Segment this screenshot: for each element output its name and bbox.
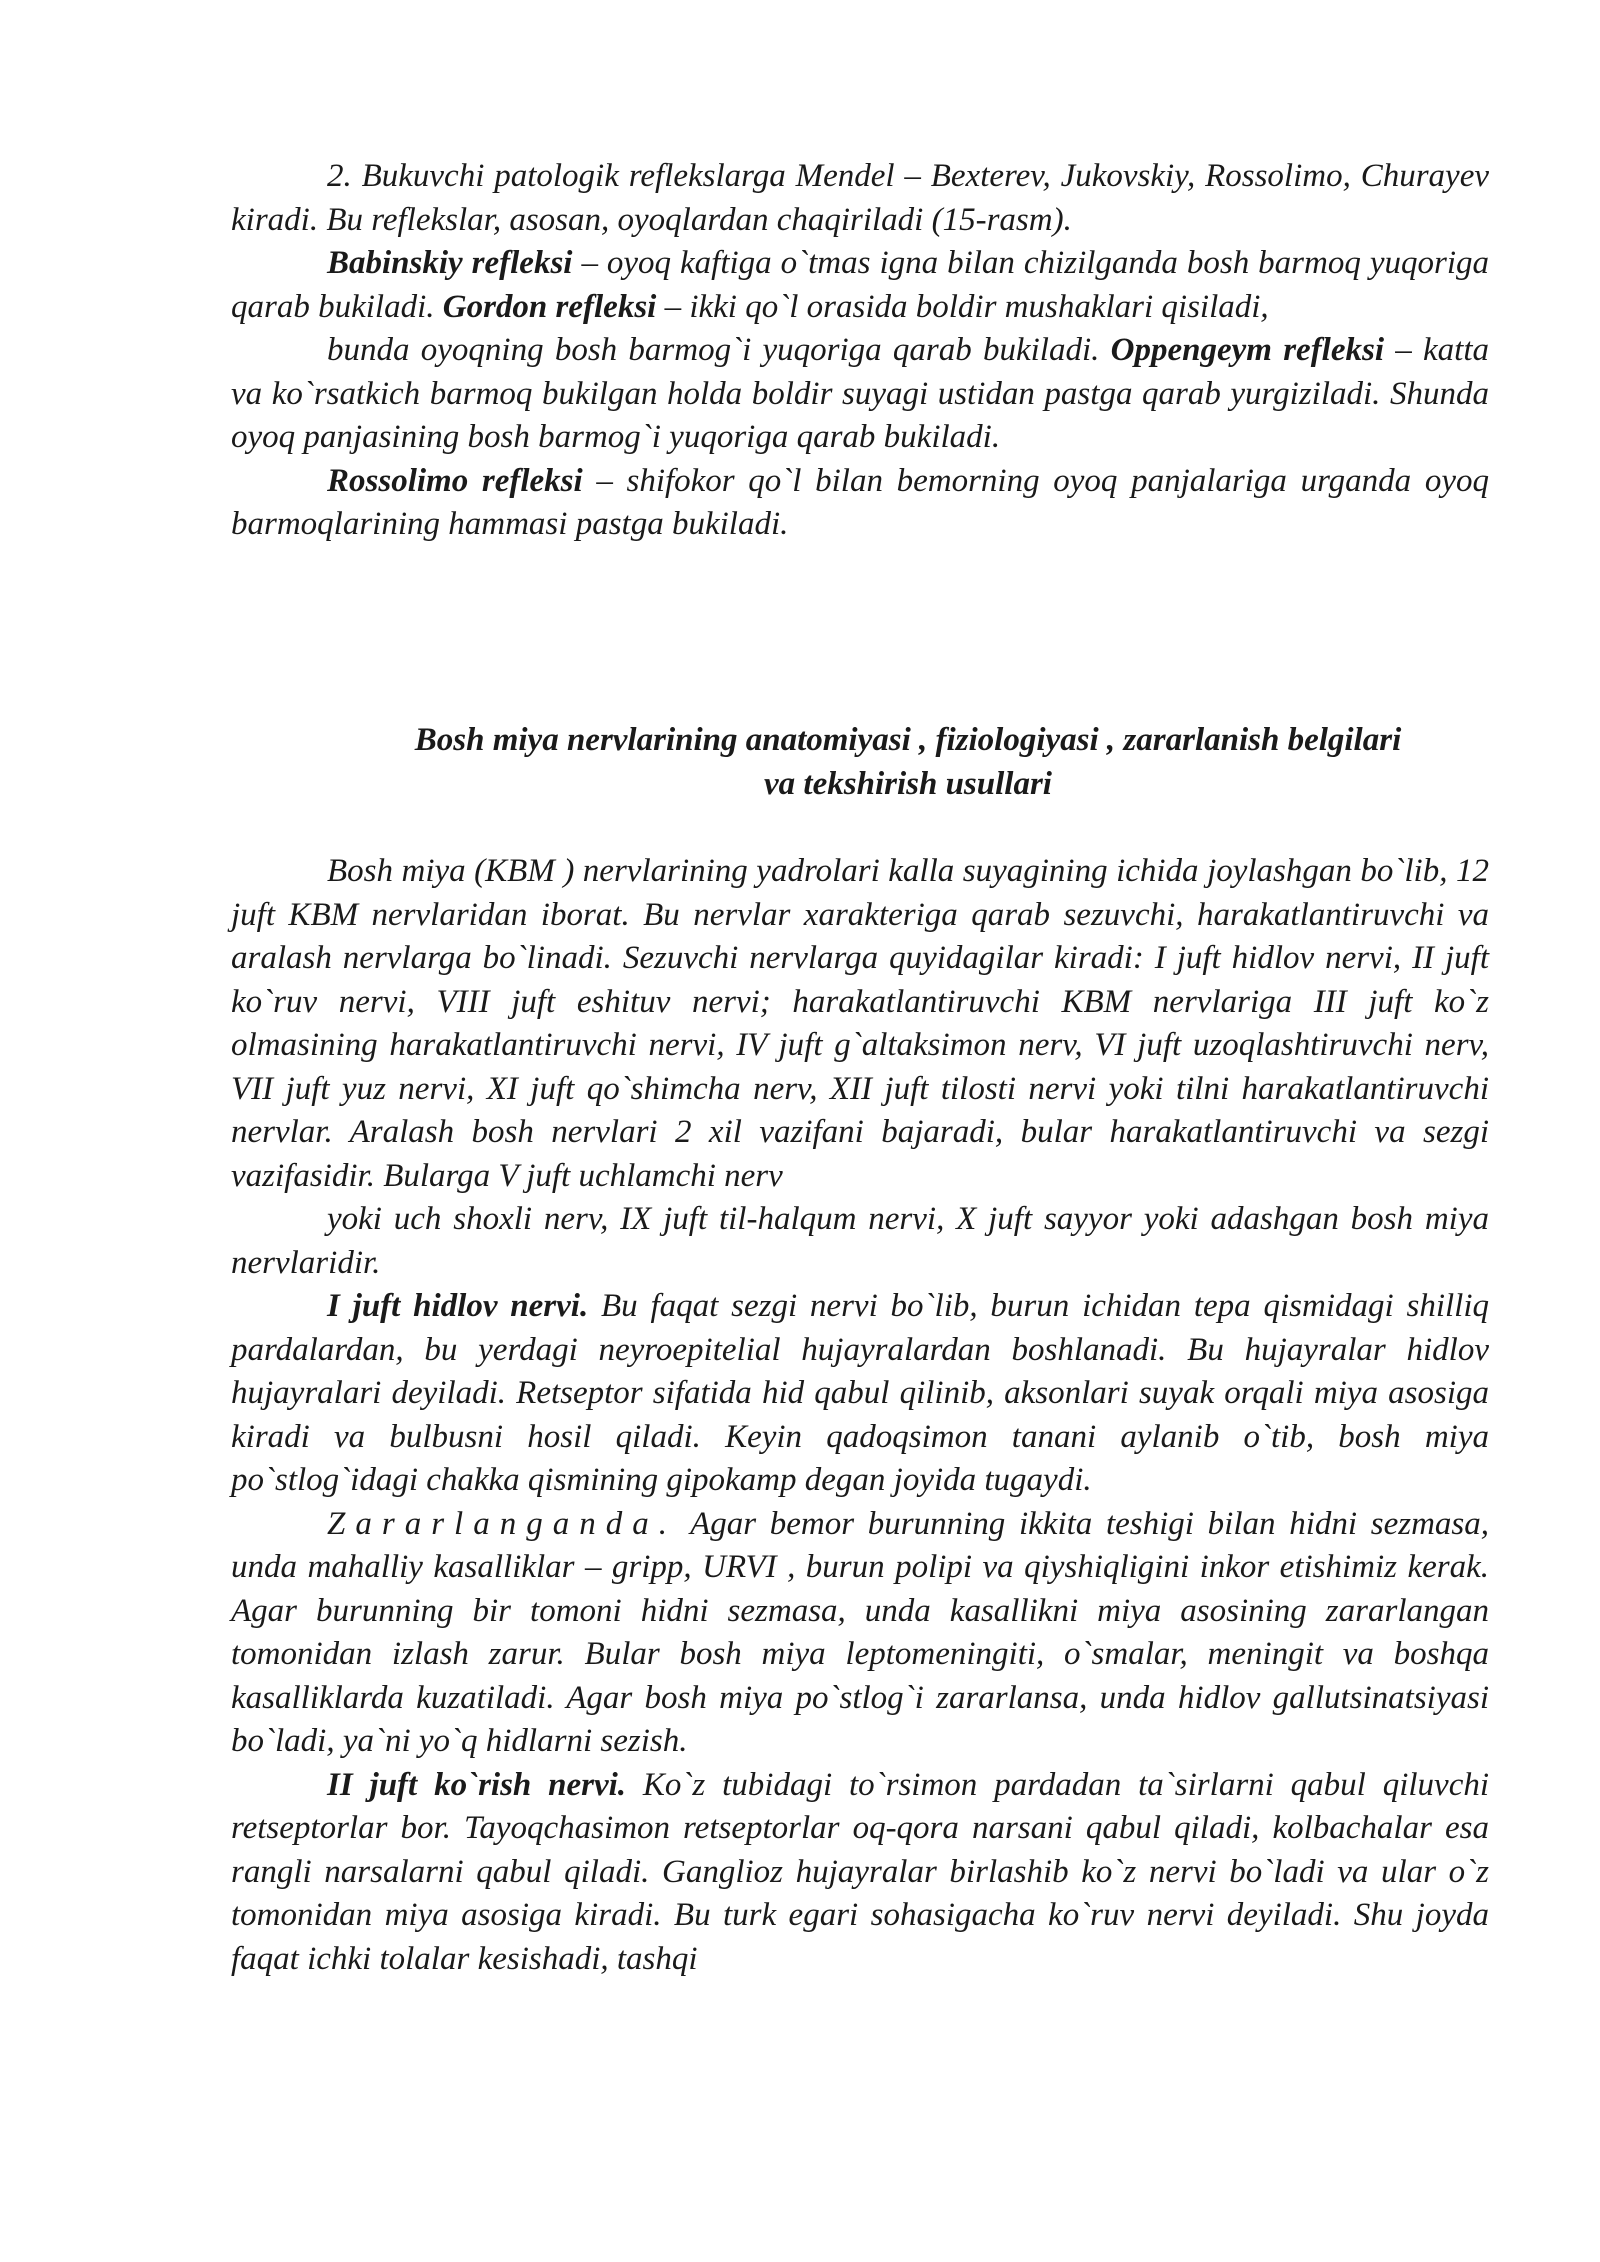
paragraph-zararlanganda (231, 1503, 1489, 1764)
paragraph-kbm-cont: yoki uch shoxli nerv, IX juft til-halqum nervi, X juft sayyor yoki adashgan bosh miya nervlaridir. (231, 1201, 1489, 1281)
section-heading (231, 718, 1489, 806)
paragraph-kbm-intro: Bosh miya (KBM ) nervlarining yadrolari kalla suyagining ichida joylashgan bo`lib, 12 juft KBM nervlaridan iborat. Bu nervlar xarakteriga qarab sezuvchi, harakatlantiruvchi va aralash nervlarga bo`linadi. Sezuvchi nervlarga quyidagilar kiradi: I juft hidlov nervi, II juft ko`ruv nervi, VIII juft eshituv nervi; harakatlantiruvchi KBM nervlariga III juft ko`z olmasining harakatlantiruvchi nervi, IV juft g`altaksimon nerv, VI juft uzoqlashtiruvchi nerv, VII juft yuz nervi, XI juft qo`shimcha nerv, XII juft tilosti nervi yoki tilni harakatlantiruvchi nervlar. Aralash bosh nervlari 2 xil vazifani bajaradi, bular harakatlantiruvchi va sezgi vazifasidir. Bularga V juft uchlamchi nerv (231, 853, 1489, 1194)
text-gordon-cont: bunda oyoqning bosh barmog`i yuqoriga qarab bukiladi. (327, 332, 1111, 368)
term-hidlov-nerv: I juft hidlov nervi. (327, 1288, 589, 1324)
term-rossolimo: Rossolimo refleksi (327, 462, 583, 499)
paragraph-flexor-reflexes: 2. Bukuvchi patologik reflekslarga Mendel – Bexterev, Jukovskiy, Rossolimo, Churayev kiradi. Bu reflekslar, asosan, oyoqlardan chaqiriladi (15-rasm). (231, 158, 1489, 238)
term-oppengeym: Oppengeym refleksi (1110, 332, 1385, 368)
paragraph-oppengeym (231, 329, 1489, 460)
paragraph-hidlov-nerv (231, 1285, 1489, 1503)
heading-line-1: Bosh miya nervlarining anatomiyasi , fiziologiyasi , zararlanish belgilari (414, 722, 1402, 758)
text-hidlov-nerv: Bu faqat sezgi nervi bo`lib, burun ichidan tepa qismidagi shilliq pardalardan, bu yerdagi neyroepitelial hujayralardan boshlanadi. Bu hujayralar hidlov hujayralari deyiladi. Retseptor sifatida hid qabul qilinib, aksonlari suyak orqali miya asosiga kiradi va bulbusni hosil qiladi. Keyin qadoqsimon tanani aylanib o`tib, bosh miya po`stlog`idagi chakka qismining gipokamp degan joyida tugaydi. (231, 1288, 1489, 1498)
reflexes-section (231, 155, 1489, 547)
term-zararlanganda: Zararlanganda. (327, 1505, 677, 1542)
heading-line-2: va tekshirish usullari (764, 766, 1052, 802)
paragraph-korish-nerv (231, 1764, 1489, 1982)
term-gordon: Gordon refleksi (442, 288, 657, 325)
text-zararlanganda: Agar bemor burunning ikkita teshigi bilan hidni sezmasa, unda mahalliy kasalliklar – gripp, URVI , burun polipi va qiyshiqligini inkor etishimiz kerak. Agar burunning bir tomoni hidni sezmasa, unda kasallikni miya asosining zararlangan tomonidan izlash zarur. Bular bosh miya leptomeningiti, o`smalar, meningit va boshqa kasalliklarda kuzatiladi. Agar bosh miya po`stlog`i zararlansa, unda hidlov gallutsinatsiyasi bo`ladi, ya`ni yo`q hidlarni sezish. (231, 1505, 1489, 1759)
text-gordon: – ikki qo`l orasida boldir mushaklari qisiladi, (656, 288, 1269, 325)
paragraph-rossolimo (231, 460, 1489, 547)
term-babinskiy: Babinskiy refleksi (327, 245, 573, 281)
cranial-nerves-section (231, 850, 1489, 1981)
text-oppengeym: – katta va ko`rsatkich barmoq bukilgan holda boldir suyagi ustidan pastga qarab yurgiziladi. Shunda oyoq panjasining bosh barmog`i yuqoriga qarab bukiladi. (231, 332, 1489, 455)
paragraph-babinskiy-gordon (231, 242, 1489, 329)
text-korish-nerv: Ko`z tubidagi to`rsimon pardadan ta`sirlarni qabul qiluvchi retseptorlar bor. Tayoqchasimon retseptorlar oq-qora narsani qabul qiladi, kolbachalar esa rangli narsalarni qabul qiladi. Ganglioz hujayralar birlashib ko`z nervi bo`ladi va ular o`z tomonidan miya asosiga kiradi. Bu turk egari sohasigacha ko`ruv nervi deyiladi. Shu joyda faqat ichki tolalar kesishadi, tashqi (231, 1766, 1490, 1977)
term-korish-nerv: II juft ko`rish nervi. (327, 1766, 627, 1803)
text-rossolimo: – shifokor qo`l bilan bemorning oyoq panjalariga urganda oyoq barmoqlarining hammasi pastga bukiladi. (231, 462, 1489, 542)
text-babinskiy: – oyoq kaftiga o`tmas igna bilan chizilganda bosh barmoq yuqoriga qarab bukiladi. (231, 245, 1489, 325)
